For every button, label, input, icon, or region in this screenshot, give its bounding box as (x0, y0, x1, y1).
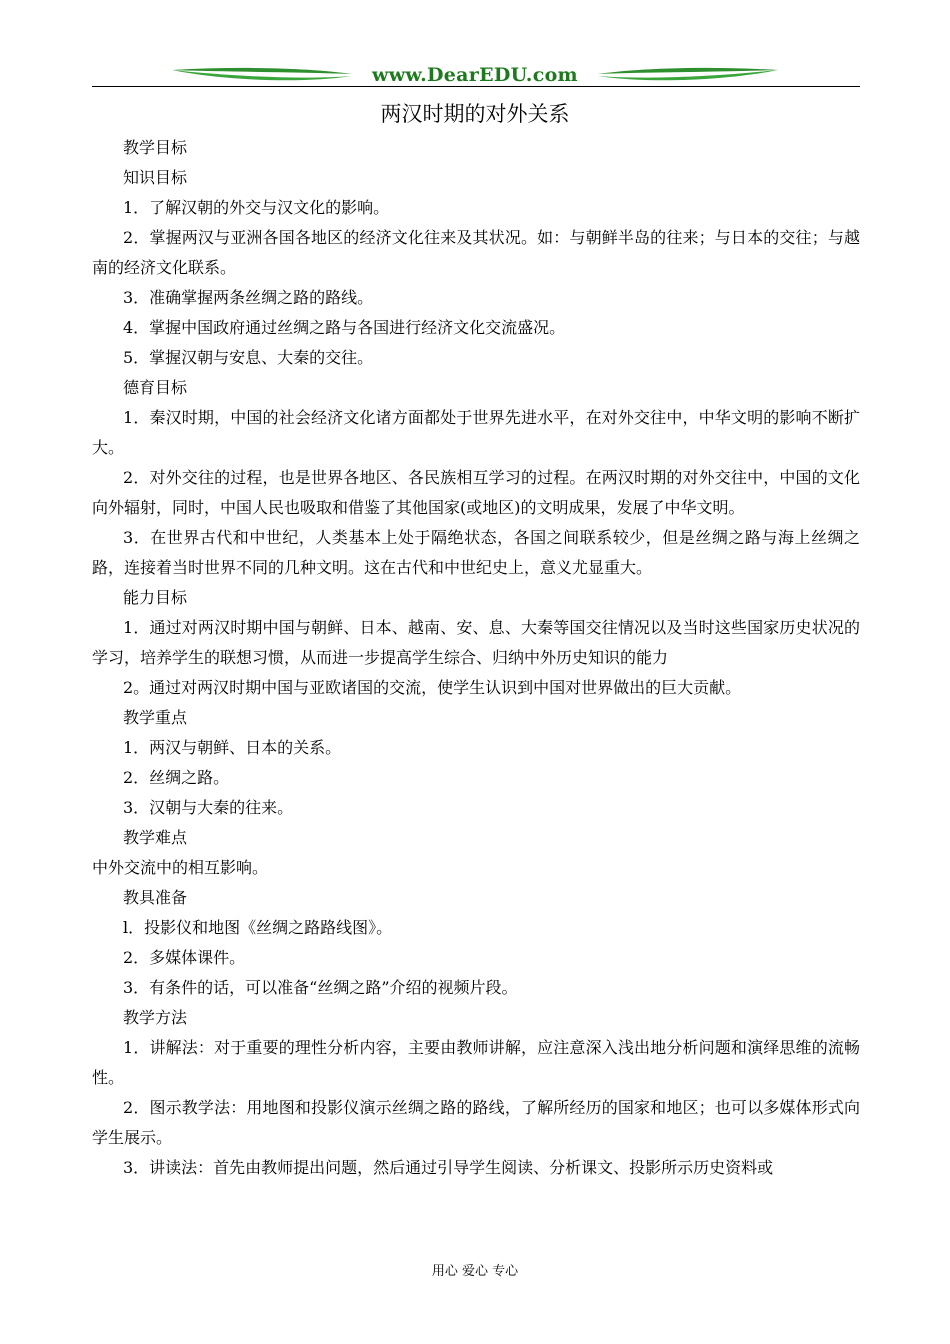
document-body (92, 133, 860, 1183)
paragraph: 1．通过对两汉时期中国与朝鲜、日本、越南、安、息、大秦等国交往情况以及当时这些国家历史状况的学习，培养学生的联想习惯，从而进一步提高学生综合、归纳中外历史知识的能力 (92, 618, 860, 667)
paragraph: 3．汉朝与大秦的往来。 (123, 798, 294, 817)
header-divider (92, 86, 860, 87)
paragraph: l．投影仪和地图《丝绸之路路线图》。 (123, 918, 393, 937)
section-heading: 教学目标 (123, 138, 188, 157)
section-heading: 教学重点 (123, 708, 188, 727)
paragraph: 1．秦汉时期，中国的社会经济文化诸方面都处于世界先进水平，在对外交往中，中华文明的影响不断扩大。 (92, 408, 860, 457)
paragraph: 3．准确掌握两条丝绸之路的路线。 (123, 288, 374, 307)
paragraph: 3．有条件的话，可以准备“丝绸之路”介绍的视频片段。 (123, 978, 518, 997)
section-heading: 教具准备 (123, 888, 188, 907)
page-footer: 用心 爱心 专心 (431, 1264, 519, 1279)
paragraph: 1．讲解法：对于重要的理性分析内容，主要由教师讲解，应注意深入浅出地分析问题和演绎思维的流畅性。 (92, 1038, 860, 1087)
paragraph: 2．丝绸之路。 (123, 768, 230, 787)
document-title: 两汉时期的对外关系 (380, 102, 570, 126)
section-heading: 教学方法 (123, 1008, 188, 1027)
paragraph: 2。通过对两汉时期中国与亚欧诸国的交流，使学生认识到中国对世界做出的巨大贡献。 (123, 678, 742, 697)
paragraph: 1．了解汉朝的外交与汉文化的影响。 (123, 198, 390, 217)
site-header (0, 56, 950, 94)
paragraph: 1．两汉与朝鲜、日本的关系。 (123, 738, 342, 757)
paragraph: 4．掌握中国政府通过丝绸之路与各国进行经济文化交流盛况。 (123, 318, 566, 337)
site-logo-text: www.DearEDU.com (372, 64, 578, 86)
paragraph: 2．掌握两汉与亚洲各国各地区的经济文化往来及其状况。如：与朝鲜半岛的往来；与日本的交往；与越南的经济文化联系。 (92, 228, 860, 277)
paragraph: 2．多媒体课件。 (123, 948, 246, 967)
subsection-heading: 能力目标 (123, 588, 188, 607)
paragraph: 中外交流中的相互影响。 (92, 858, 269, 877)
subsection-heading: 德育目标 (123, 378, 188, 397)
paragraph: 3．在世界古代和中世纪，人类基本上处于隔绝状态，各国之间联系较少，但是丝绸之路与海上丝绸之路，连接着当时世界不同的几种文明。这在古代和中世纪史上，意义尤显重大。 (92, 528, 860, 577)
paragraph: 2．对外交往的过程，也是世界各地区、各民族相互学习的过程。在两汉时期的对外交往中，中国的文化向外辐射，同时，中国人民也吸取和借鉴了其他国家(或地区)的文明成果，发展了中华文明。 (92, 468, 860, 517)
section-heading: 教学难点 (123, 828, 188, 847)
paragraph: 5．掌握汉朝与安息、大秦的交往。 (123, 348, 374, 367)
paragraph: 3．讲读法：首先由教师提出问题，然后通过引导学生阅读、分析课文、投影所示历史资料或 (123, 1158, 774, 1177)
paragraph: 2．图示教学法：用地图和投影仪演示丝绸之路的路线，了解所经历的国家和地区；也可以多媒体形式向学生展示。 (92, 1098, 860, 1147)
subsection-heading: 知识目标 (123, 168, 188, 187)
